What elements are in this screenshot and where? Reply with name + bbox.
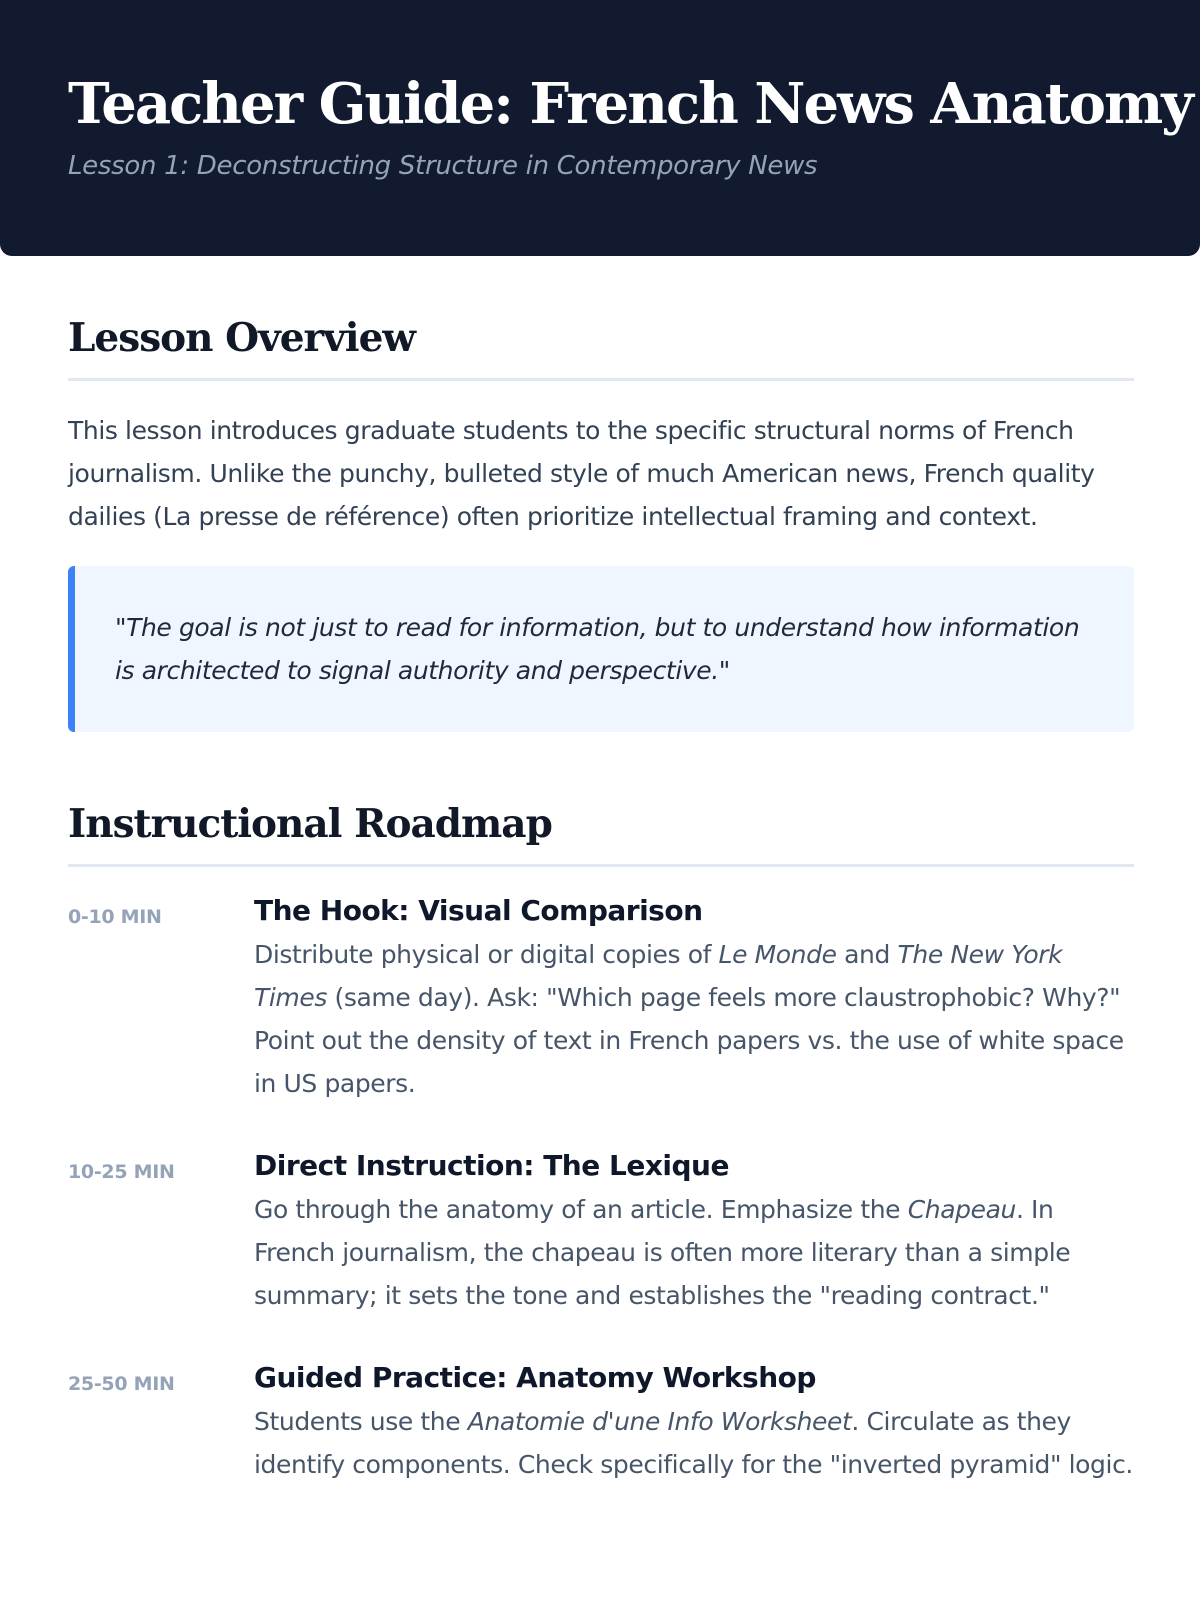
instructional-roadmap-heading: Instructional Roadmap	[68, 800, 1134, 867]
description-text: Students use the	[254, 1407, 468, 1436]
description-text: . Circulate as they identify components. Check specifically for the "inverted pyramid" logic.	[254, 1407, 1133, 1479]
page-title: Teacher Guide: French News Anatomy	[68, 71, 1192, 137]
step-body	[254, 1356, 1134, 1486]
step-description	[254, 1188, 1134, 1317]
instructional-roadmap-section	[68, 800, 1134, 1486]
emphasized-text: Anatomie d'une Info Worksheet	[467, 1407, 852, 1436]
overview-intro-text: This lesson introduces graduate students to the specific structural norms of French journalism. Unlike the punchy, bulleted style of much American news, French quality dailies (La presse de référence) often prioritize intellectual framing and context.	[68, 416, 1095, 531]
step-body	[254, 889, 1134, 1105]
step-description	[254, 933, 1134, 1105]
step-title: The Hook: Visual Comparison	[254, 894, 703, 927]
emphasized-text: Le Monde	[718, 940, 837, 969]
lesson-overview-section	[68, 314, 1134, 732]
roadmap-step	[68, 1356, 1134, 1486]
roadmap-step	[68, 1144, 1134, 1317]
page-header	[0, 0, 1200, 256]
overview-quote: "The goal is not just to read for information, but to understand how information is architected to signal authority and perspective."	[68, 566, 1134, 732]
roadmap-steps	[68, 889, 1134, 1486]
step-time-label: 25-50 MIN	[68, 1373, 175, 1395]
roadmap-step	[68, 889, 1134, 1105]
emphasized-text: The New York Times	[254, 940, 1063, 1012]
description-text: Go through the anatomy of an article. Emphasize the	[254, 1195, 908, 1224]
description-text: . In French journalism, the chapeau is often more literary than a simple summary; it sets the tone and establishes the "reading contract."	[254, 1195, 1071, 1310]
description-text: (same day). Ask: "Which page feels more claustrophobic? Why?" Point out the density of text in French papers vs. the use of white space in US papers.	[254, 983, 1124, 1098]
emphasized-text: Chapeau	[907, 1195, 1016, 1224]
description-text: and	[836, 940, 898, 969]
step-body	[254, 1144, 1134, 1317]
step-description	[254, 1400, 1134, 1486]
description-text: Distribute physical or digital copies of	[254, 940, 719, 969]
step-time-label: 0-10 MIN	[68, 906, 162, 928]
lesson-overview-heading: Lesson Overview	[68, 314, 1134, 381]
step-title: Direct Instruction: The Lexique	[254, 1149, 729, 1182]
step-time-label: 10-25 MIN	[68, 1161, 175, 1183]
step-title: Guided Practice: Anatomy Workshop	[254, 1361, 816, 1394]
page-subtitle: Lesson 1: Deconstructing Structure in Contemporary News	[68, 151, 818, 181]
main-content	[68, 256, 1134, 1486]
